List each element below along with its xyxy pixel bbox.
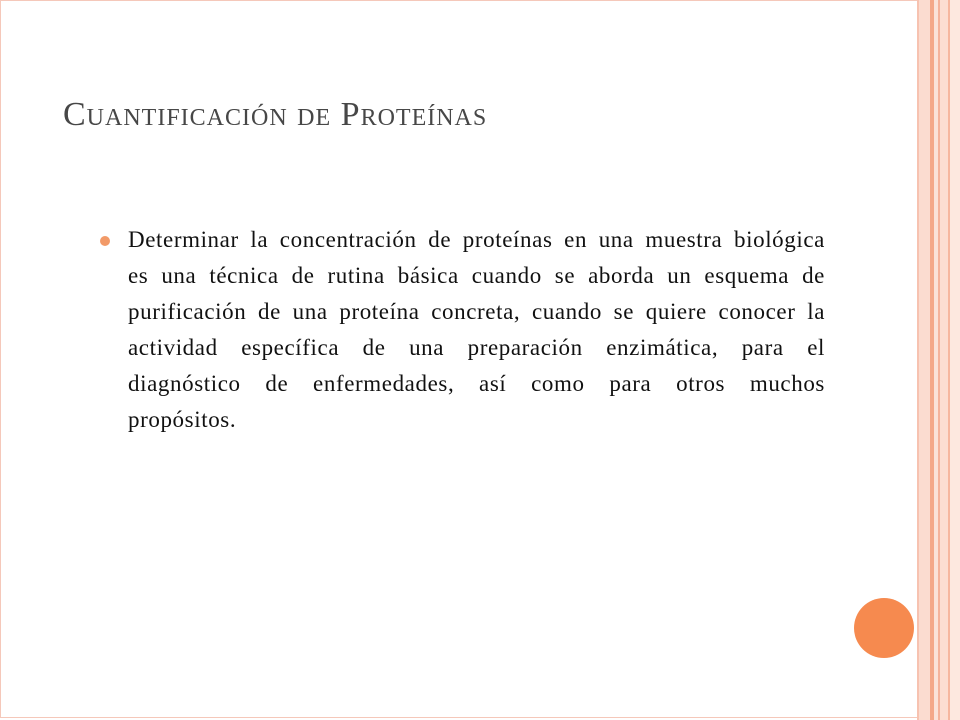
decorative-orange-circle — [854, 598, 914, 658]
decorative-stripe — [950, 0, 960, 720]
slide-title: Cuantificación de Proteínas — [63, 96, 488, 133]
decorative-stripe — [940, 0, 948, 720]
decorative-stripe — [919, 0, 930, 720]
bullet-list — [97, 222, 825, 438]
bullet-dot-icon — [100, 236, 110, 246]
bullet-text: Determinar la concentración de proteínas en una muestra biológica es una técnica de rutina básica cuando se aborda un esquema de purificación de una proteína concreta, cuando se quiere conocer la actividad específica de una preparación enzimática, para el diagnóstico de enfermedades, así como para otros muchos propósitos. — [128, 227, 825, 432]
bullet-item — [97, 222, 825, 438]
